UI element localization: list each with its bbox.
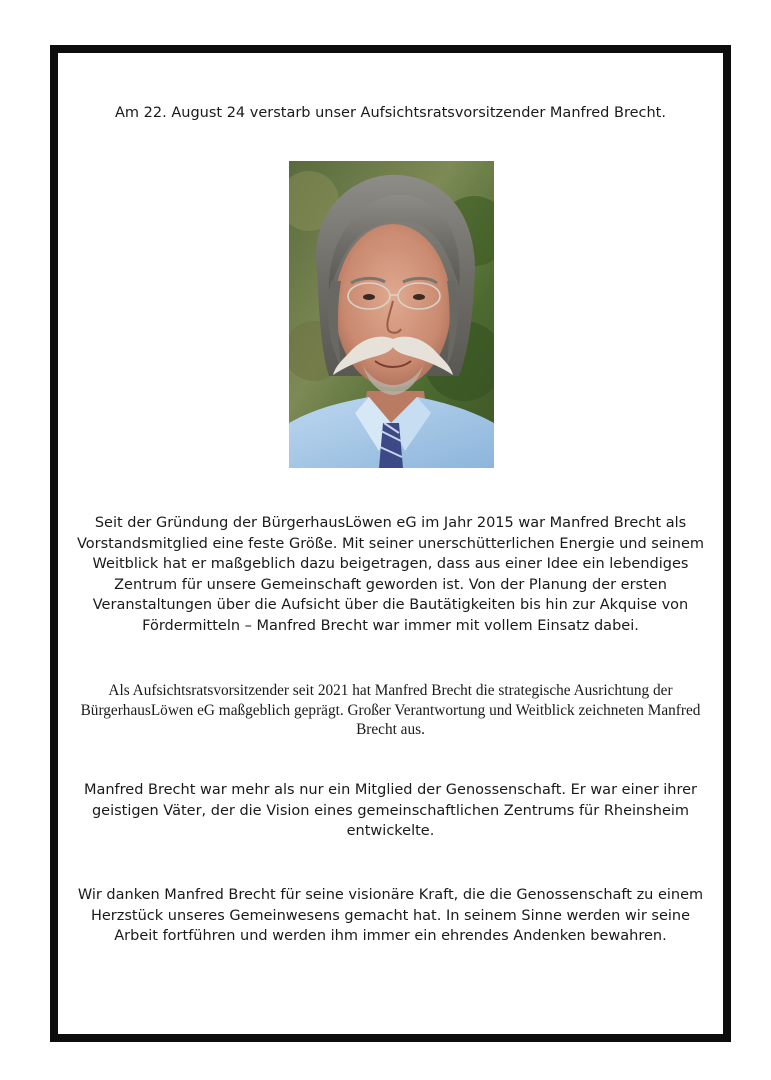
paragraph-founding: Seit der Gründung der BürgerhausLöwen eG im Jahr 2015 war Manfred Brecht als Vorstandsmitglied eine feste Größe. Mit seiner unerschütterlichen Energie und seinem Weitblick hat er maßgeblich dazu beigetragen, dass aus einer Idee ein lebendiges Zentrum für unsere Gemeinschaft geworden ist. Von der Planung der ersten Veranstaltungen über die Aufsicht über die Bautätigkeiten bis hin zur Akquise von Fördermitteln – Manfred Brecht war immer mit vollem Einsatz dabei. — [76, 515, 705, 634]
paragraph-vision: Manfred Brecht war mehr als nur ein Mitglied der Genossenschaft. Er war einer ihrer geistigen Väter, der die Vision eines gemeinschaftlichen Zentrums für Rheinsheim entwickelte. — [83, 782, 698, 839]
portrait-photo — [289, 161, 494, 468]
paragraph-chairman: Als Aufsichtsratsvorsitzender seit 2021 hat Manfred Brecht die strategische Ausrichtung der BürgerhausLöwen eG maßgeblich geprägt. Großer Verantwortung und Weitblick zeichneten Manfred Brecht aus. — [80, 682, 701, 738]
notice-headline: Am 22. August 24 verstarb unser Aufsichtsratsvorsitzender Manfred Brecht. — [115, 105, 666, 121]
paragraph-thanks: Wir danken Manfred Brecht für seine visionäre Kraft, die die Genossenschaft zu einem Herzstück unseres Gemeinwesens gemacht hat. In seinem Sinne werden wir seine Arbeit fortführen und werden ihm immer ein ehrendes Andenken bewahren. — [77, 887, 704, 944]
notice-frame — [50, 45, 731, 1042]
